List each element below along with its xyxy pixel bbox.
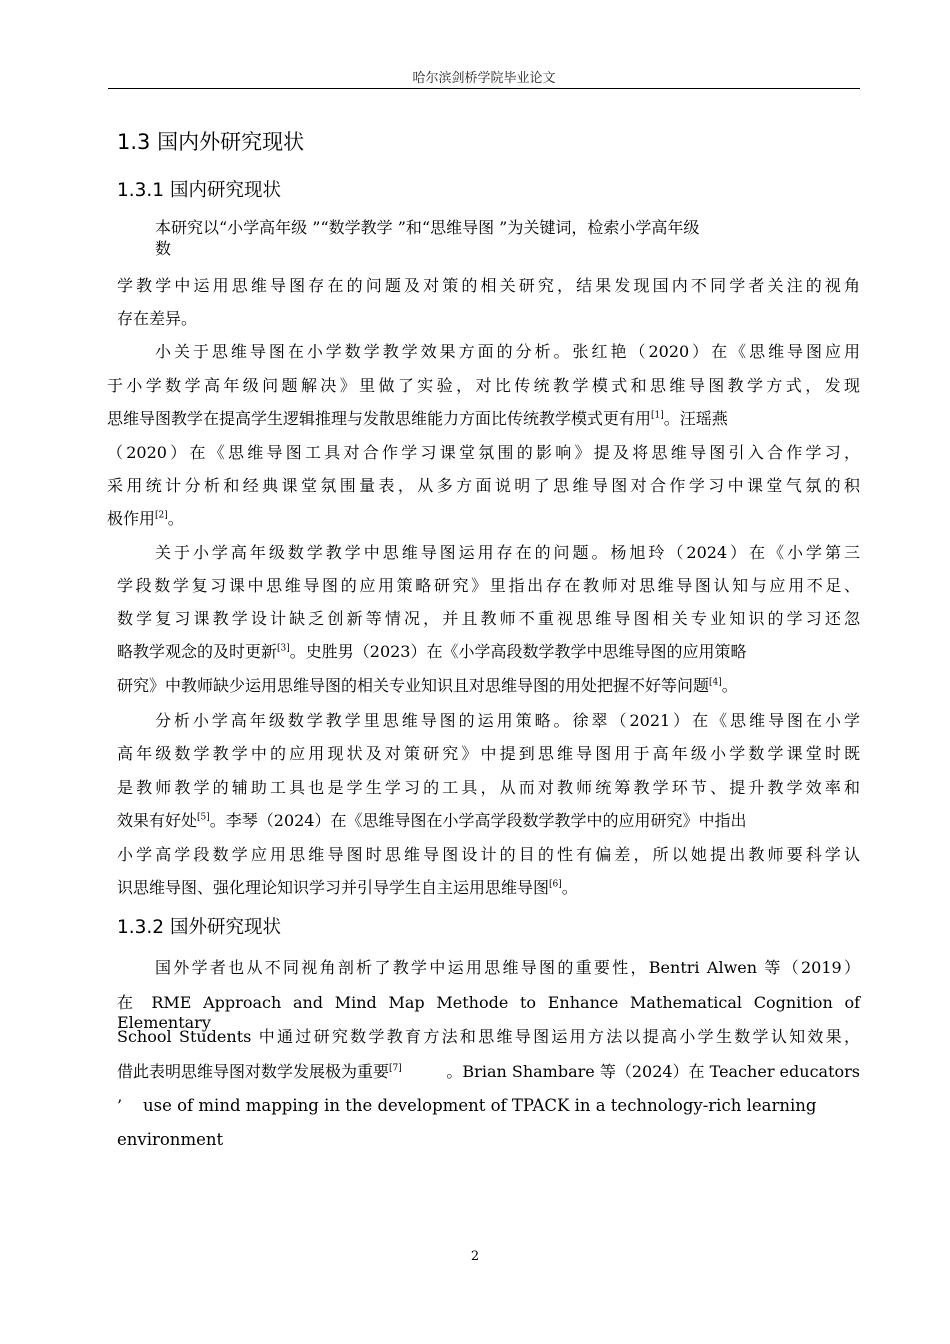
p2-line-3: 数学复习课教学设计缺乏创新等情况，并且教师不重视思维导图相关专业知识的学习还忽 xyxy=(117,609,860,628)
citation-1: [1] xyxy=(651,410,664,421)
intro-line-2: 学教学中运用思维导图存在的问题及对策的相关研究，结果发现国内不同学者关注的视角 xyxy=(117,276,860,295)
foreign-line-4: 借此表明思维导图对数学发展极为重要[7] 。Brian Shambare 等（2024）在 Teacher educators xyxy=(117,1062,860,1081)
p2-line-5: 研究》中教师缺少运用思维导图的相关专业知识且对思维导图的用处把握不好等问题[4]。 xyxy=(117,676,738,695)
subsection-heading-foreign: 1.3.2 国外研究现状 xyxy=(117,917,281,938)
foreign-line-5-mark: ’ xyxy=(117,1096,123,1115)
intro-line-3: 存在差异。 xyxy=(117,309,198,328)
p3-line-4: 效果有好处[5]。李琴（2024）在《思维导图在小学高学段数学教学中的应用研究》中指出 xyxy=(117,811,747,830)
p2-line-1: 关于小学高年级数学教学中思维导图运用存在的问题。杨旭玲（2024）在《小学第三 xyxy=(155,543,860,562)
citation-3: [3] xyxy=(277,643,290,654)
citation-2: [2] xyxy=(155,510,168,521)
citation-4: [4] xyxy=(709,677,722,688)
p3-line-1: 分析小学高年级数学教学里思维导图的运用策略。徐翠（2021）在《思维导图在小学 xyxy=(155,711,860,730)
page-number: 2 xyxy=(470,1249,480,1264)
p1-line-6: 极作用[2]。 xyxy=(107,509,184,528)
p1-line-2: 于小学数学高年级问题解决》里做了实验，对比传统教学模式和思维导图教学方式，发现 xyxy=(107,376,860,395)
intro-line-1b: 数 xyxy=(155,239,172,258)
citation-6: [6] xyxy=(549,879,562,890)
foreign-line-5: use of mind mapping in the development of TPACK in a technology-rich learning xyxy=(143,1096,817,1115)
p1-line-3: 思维导图教学在提高学生逻辑推理与发散思维能力方面比传统教学模式更有用[1]。汪瑶燕 xyxy=(107,409,728,428)
p1-line-1: 小关于思维导图在小学数学教学效果方面的分析。张红艳（2020）在《思维导图应用 xyxy=(155,342,860,361)
foreign-line-6: environment xyxy=(117,1130,224,1149)
section-heading: 1.3 国内外研究现状 xyxy=(117,130,305,154)
p3-line-5: 小学高学段数学应用思维导图时思维导图设计的目的性有偏差，所以她提出教师要科学认 xyxy=(117,845,860,864)
p1-line-5: 采用统计分析和经典课堂氛围量表，从多方面说明了思维导图对合作学习中课堂气氛的积 xyxy=(107,476,860,495)
p1-line-4: （2020）在《思维导图工具对合作学习课堂氛围的影响》提及将思维导图引入合作学习， xyxy=(107,443,860,462)
intro-line-1: 本研究以“小学高年级 ”“数学教学 ”和“思维导图 ”为关键词，检索小学高年级 xyxy=(155,218,700,237)
p2-line-2: 学段数学复习课中思维导图的应用策略研究》里指出存在教师对思维导图认知与应用不足、 xyxy=(117,576,860,595)
p3-line-6: 识思维导图、强化理论知识学习并引导学生自主运用思维导图[6]。 xyxy=(117,878,578,897)
p2-line-4: 略教学观念的及时更新[3]。史胜男（2023）在《小学高段数学教学中思维导图的应用策略 xyxy=(117,642,747,661)
foreign-line-1: 国外学者也从不同视角剖析了教学中运用思维导图的重要性，Bentri Alwen 等（2019） xyxy=(155,958,860,977)
foreign-line-2: 在 RME Approach and Mind Map Methode to Enhance Mathematical Cognition of Elementary xyxy=(117,993,860,1032)
citation-5: [5] xyxy=(197,812,210,823)
p3-line-2: 高年级数学教学中的应用现状及对策研究》中提到思维导图用于高年级小学数学课堂时既 xyxy=(117,744,860,763)
foreign-line-3: School Students 中通过研究数学教育方法和思维导图运用方法以提高小学生数学认知效果， xyxy=(117,1027,860,1046)
p3-line-3: 是教师教学的辅助工具也是学生学习的工具，从而对教师统筹教学环节、提升教学效率和 xyxy=(117,778,860,797)
citation-7: [7] xyxy=(389,1063,402,1074)
header-rule xyxy=(108,88,860,89)
running-header: 哈尔滨剑桥学院毕业论文 xyxy=(412,71,556,86)
subsection-heading-domestic: 1.3.1 国内研究现状 xyxy=(117,180,281,201)
